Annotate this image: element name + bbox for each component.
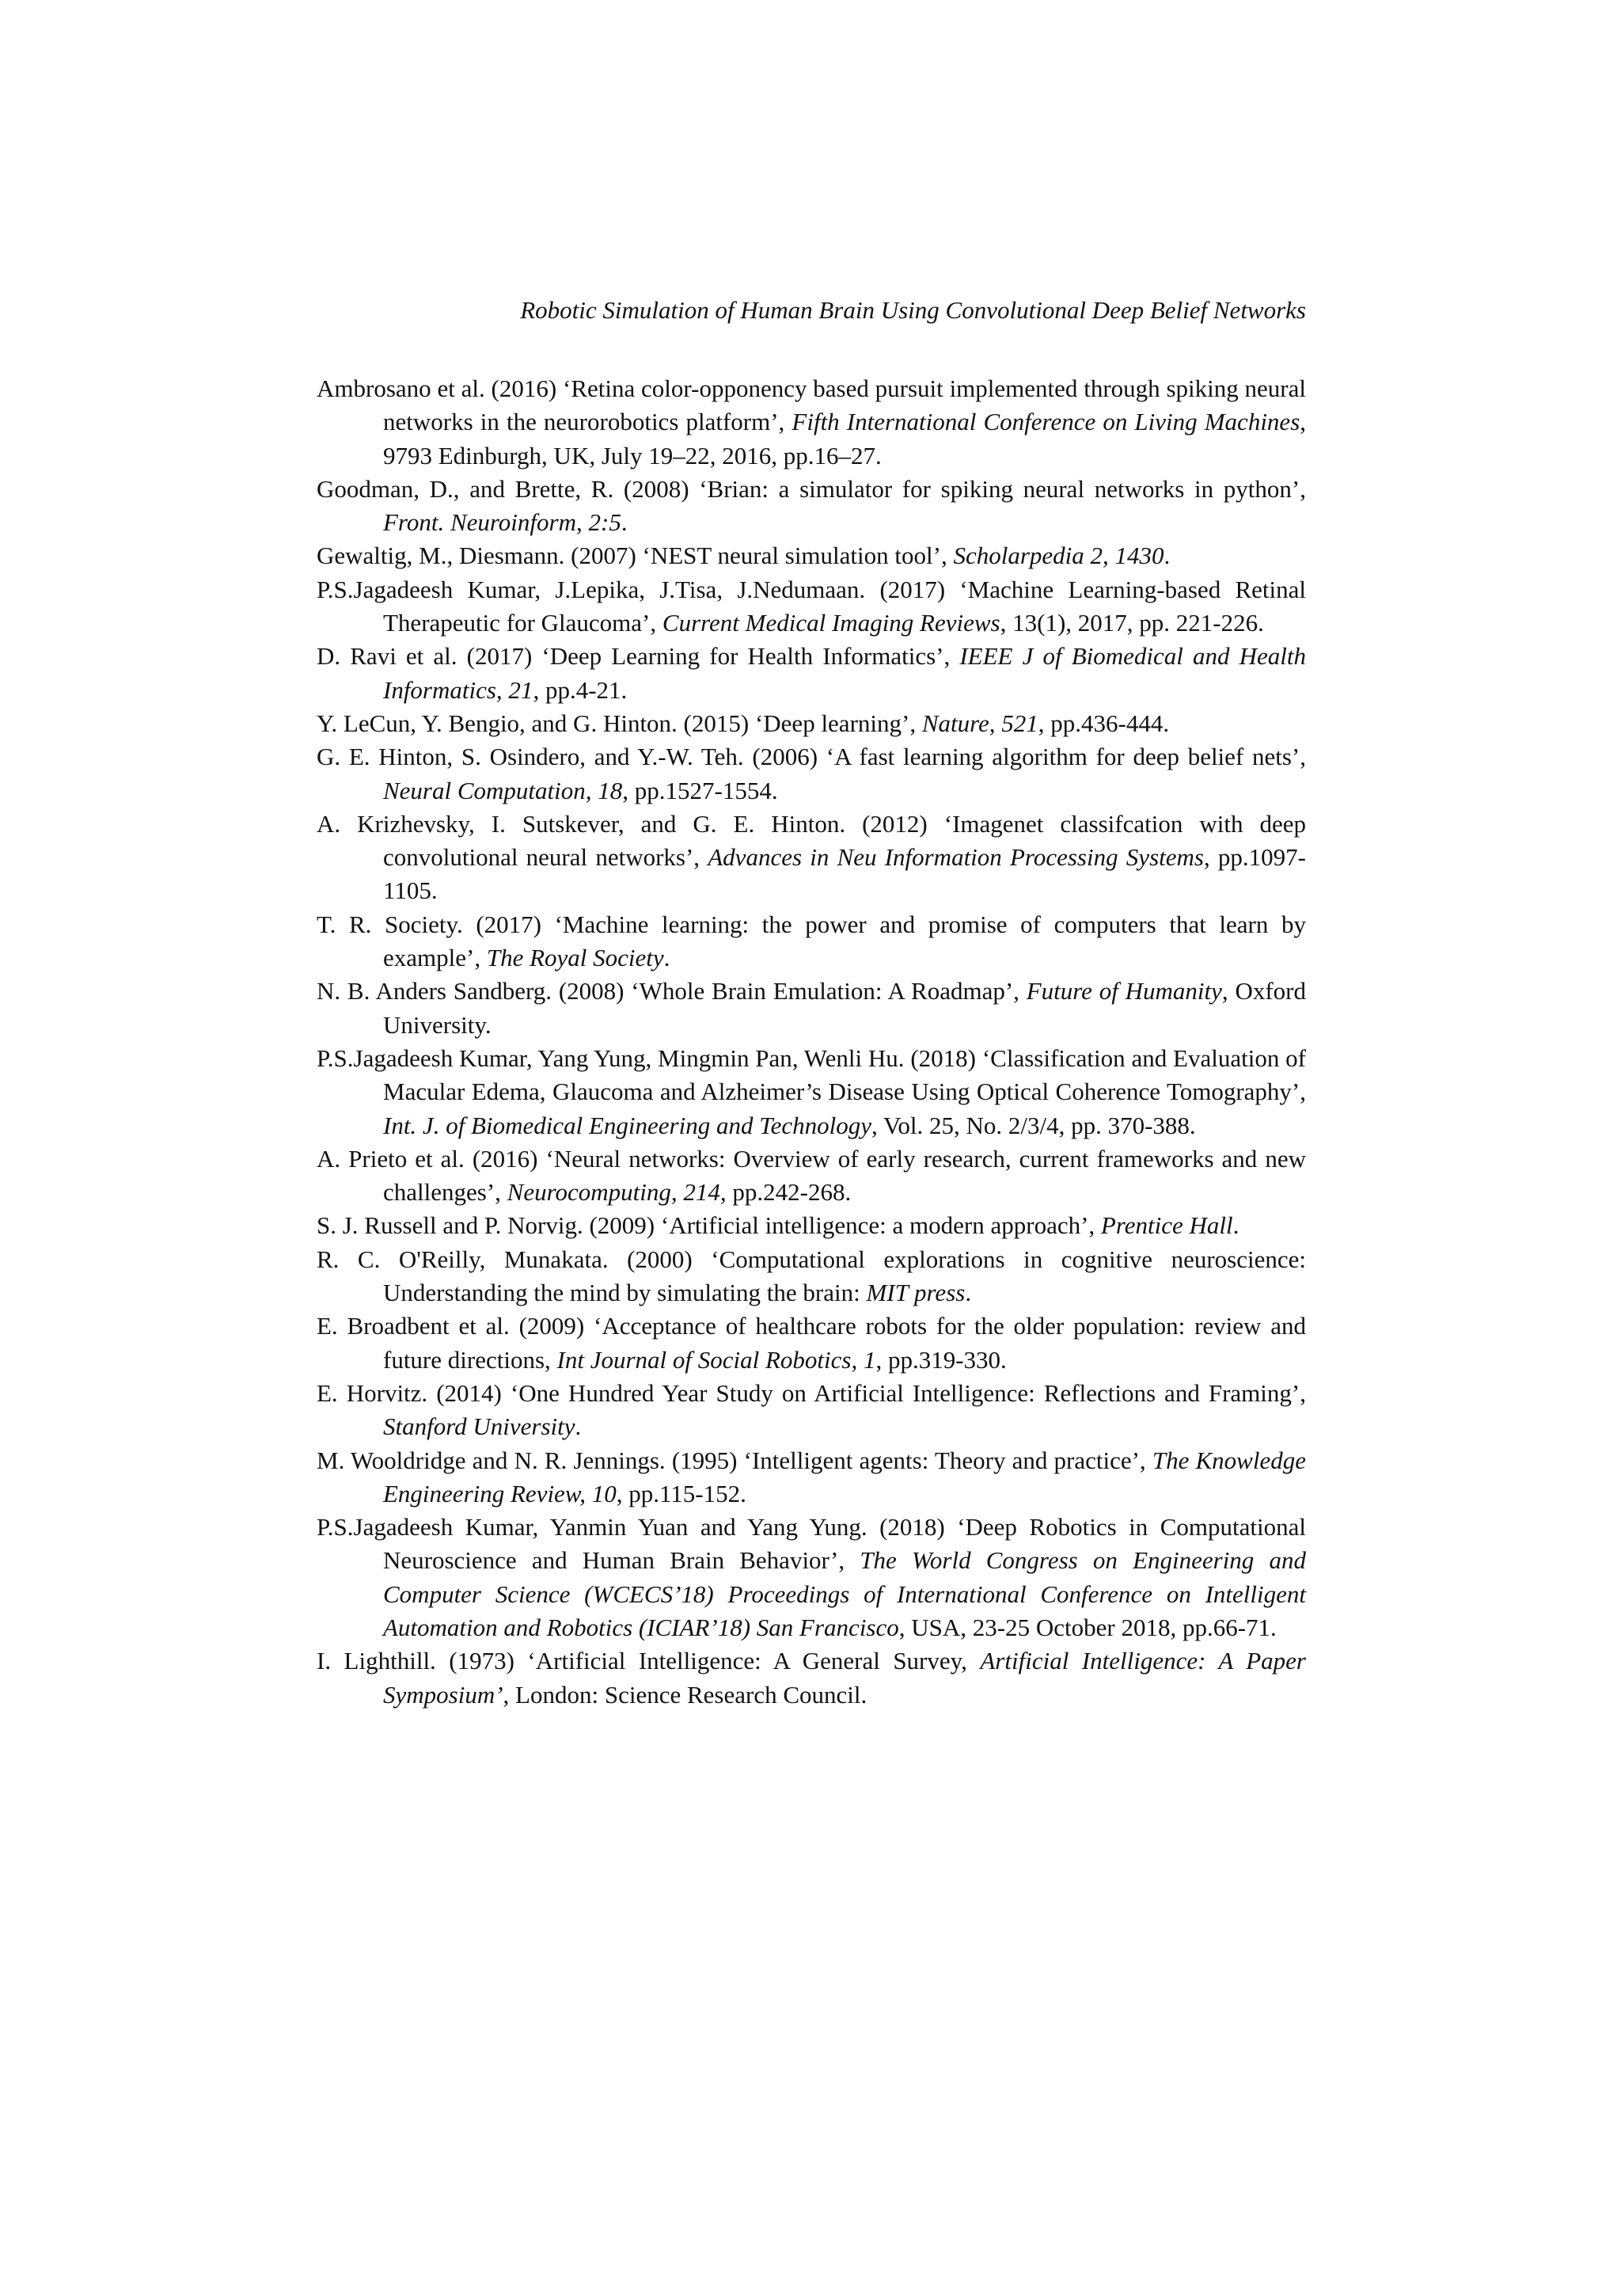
reference-entry [317, 1377, 1306, 1444]
reference-italic-text: Neurocomputing, 214 [507, 1178, 720, 1207]
reference-italic-text: Fifth International Conference on Living Machines [792, 408, 1300, 436]
reference-italic-text: Future of Humanity [1026, 977, 1222, 1005]
reference-entry [317, 908, 1306, 975]
reference-text: N. B. Anders Sandberg. (2008) ‘Whole Brain Emulation: A Roadmap’, [317, 977, 1027, 1005]
reference-italic-text: Int. J. of Biomedical Engineering and Technology [383, 1111, 872, 1139]
reference-text: Goodman, D., and Brette, R. (2008) ‘Brian: a simulator for spiking neural networks in python’, [317, 474, 1306, 503]
reference-text: , USA, 23-25 October 2018, pp.66-71. [898, 1613, 1277, 1641]
reference-text: , pp.4-21. [533, 675, 628, 704]
reference-entry [317, 808, 1306, 908]
reference-text: E. Horvitz. (2014) ‘One Hundred Year Study on Artificial Intelligence: Reflections and Framing’, [317, 1378, 1306, 1407]
reference-entry [317, 539, 1306, 572]
reference-italic-text: MIT press [866, 1279, 966, 1307]
reference-text: P.S.Jagadeesh Kumar, Yanmin Yuan and Yang Yung. (2018) ‘Deep Robotics in Computational Neuroscience and Human Brain Behavior’, [317, 1513, 1306, 1575]
reference-text: M. Wooldridge and N. R. Jennings. (1995) ‘Intelligent agents: Theory and practice’, [317, 1446, 1152, 1474]
reference-entry [317, 1209, 1306, 1242]
reference-text: . [621, 508, 628, 537]
running-head: Robotic Simulation of Human Brain Using Convolutional Deep Belief Networks [520, 296, 1306, 324]
reference-text: . [965, 1279, 972, 1307]
reference-text: P.S.Jagadeesh Kumar, Yang Yung, Mingmin Pan, Wenli Hu. (2018) ‘Classification and Evaluation of Macular Edema, Glaucoma and Alzheimer’s Disease Using Optical Coherence Tomography’, [317, 1043, 1306, 1106]
reference-italic-text: Int Journal of Social Robotics, 1 [556, 1345, 876, 1374]
reference-text: , Vol. 25, No. 2/3/4, pp. 370-388. [871, 1111, 1196, 1139]
reference-text: Ambrosano et al. (2016) ‘Retina color-opponency based pursuit implemented through spiking neural networks in the neurorobotics platform’, [317, 374, 1306, 436]
reference-entry [317, 1243, 1306, 1310]
reference-italic-text: Front. Neuroinform [383, 508, 576, 537]
reference-entry [317, 1444, 1306, 1511]
reference-text: . [575, 1412, 582, 1441]
reference-text: , pp.319-330. [875, 1345, 1007, 1374]
reference-entry [317, 372, 1306, 473]
reference-italic-text: The Knowledge Engineering Review, 10 [383, 1446, 1306, 1507]
reference-text: , London: Science Research Council. [503, 1680, 867, 1709]
reference-text: . [1164, 542, 1171, 570]
reference-text: , 9793 Edinburgh, UK, July 19–22, 2016, pp.16–27. [383, 408, 1307, 469]
reference-text: , [576, 508, 589, 537]
reference-italic-text: 2:5 [588, 508, 621, 537]
reference-text: Gewaltig, M., Diesmann. (2007) ‘NEST neural simulation tool’, [317, 542, 954, 570]
reference-text: . [1232, 1211, 1239, 1240]
reference-text: E. Broadbent et al. (2009) ‘Acceptance of healthcare robots for the older population: review and future directions, [317, 1312, 1306, 1374]
reference-text: , pp.1527-1554. [622, 776, 778, 804]
reference-text: , pp.242-268. [719, 1178, 852, 1207]
reference-italic-text: Advances in Neu Information Processing Systems [708, 843, 1204, 872]
reference-text: , 13(1), 2017, pp. 221-226. [1000, 609, 1264, 637]
reference-text: P.S.Jagadeesh Kumar, J.Lepika, J.Tisa, J.Nedumaan. (2017) ‘Machine Learning-based Retinal Therapeutic for Glaucoma’, [317, 575, 1306, 637]
reference-italic-text: IEEE J of Biomedical and Health Informatics, 21 [383, 642, 1306, 704]
reference-text: A. Krizhevsky, I. Sutskever, and G. E. Hinton. (2012) ‘Imagenet classifcation with deep convolutional neural networks’, [317, 809, 1306, 872]
reference-entry [317, 975, 1306, 1042]
reference-entry [317, 707, 1306, 740]
reference-italic-text: Nature, 521 [921, 709, 1038, 737]
reference-entry [317, 573, 1306, 641]
reference-text: Y. LeCun, Y. Bengio, and G. Hinton. (2015) ‘Deep learning’, [317, 709, 922, 737]
reference-text: D. Ravi et al. (2017) ‘Deep Learning for Health Informatics’, [317, 642, 960, 671]
reference-italic-text: Prentice Hall [1100, 1211, 1233, 1240]
reference-text: G. E. Hinton, S. Osindero, and Y.-W. Teh. (2006) ‘A fast learning algorithm for deep belief nets’, [317, 743, 1306, 771]
reference-text: S. J. Russell and P. Norvig. (2009) ‘Artificial intelligence: a modern approach’, [317, 1211, 1101, 1240]
reference-text: , pp.436-444. [1038, 709, 1170, 737]
reference-italic-text: Artificial Intelligence: A Paper Symposium’ [383, 1647, 1306, 1709]
reference-entry [317, 473, 1306, 540]
reference-text: , pp.115-152. [616, 1479, 746, 1507]
reference-italic-text: Stanford University [383, 1412, 575, 1441]
reference-text: R. C. O'Reilly, Munakata. (2000) ‘Computational explorations in cognitive neuroscience: Understanding the mind by simulating the brain: [317, 1245, 1306, 1307]
reference-text: , pp.1097-1105. [383, 843, 1306, 905]
reference-italic-text: Scholarpedia 2, 1430 [953, 542, 1164, 570]
reference-entry [317, 1042, 1306, 1142]
reference-entry [317, 1142, 1306, 1210]
reference-italic-text: Neural Computation, 18 [383, 776, 623, 804]
reference-text: I. Lighthill. (1973) ‘Artificial Intelligence: A General Survey, [317, 1647, 981, 1675]
reference-italic-text: The Royal Society [486, 944, 664, 972]
reference-entry [317, 1644, 1306, 1712]
reference-italic-text: The World Congress on Engineering and Computer Science (WCECS’18) Proceedings of International Conference on Intelligent Automation and Robotics (ICIAR’18) San Francisco [383, 1546, 1306, 1641]
reference-italic-text: Current Medical Imaging Reviews [662, 609, 1000, 637]
reference-text: A. Prieto et al. (2016) ‘Neural networks: Overview of early research, current frameworks and new challenges’, [317, 1144, 1306, 1207]
reference-text: , Oxford University. [383, 977, 1306, 1039]
reference-entry [317, 1511, 1306, 1644]
reference-entry [317, 640, 1306, 707]
reference-list [317, 372, 1306, 1712]
reference-entry [317, 740, 1306, 808]
reference-text: T. R. Society. (2017) ‘Machine learning: the power and promise of computers that learn by example’, [317, 910, 1306, 972]
reference-entry [317, 1310, 1306, 1377]
reference-text: . [663, 944, 670, 972]
